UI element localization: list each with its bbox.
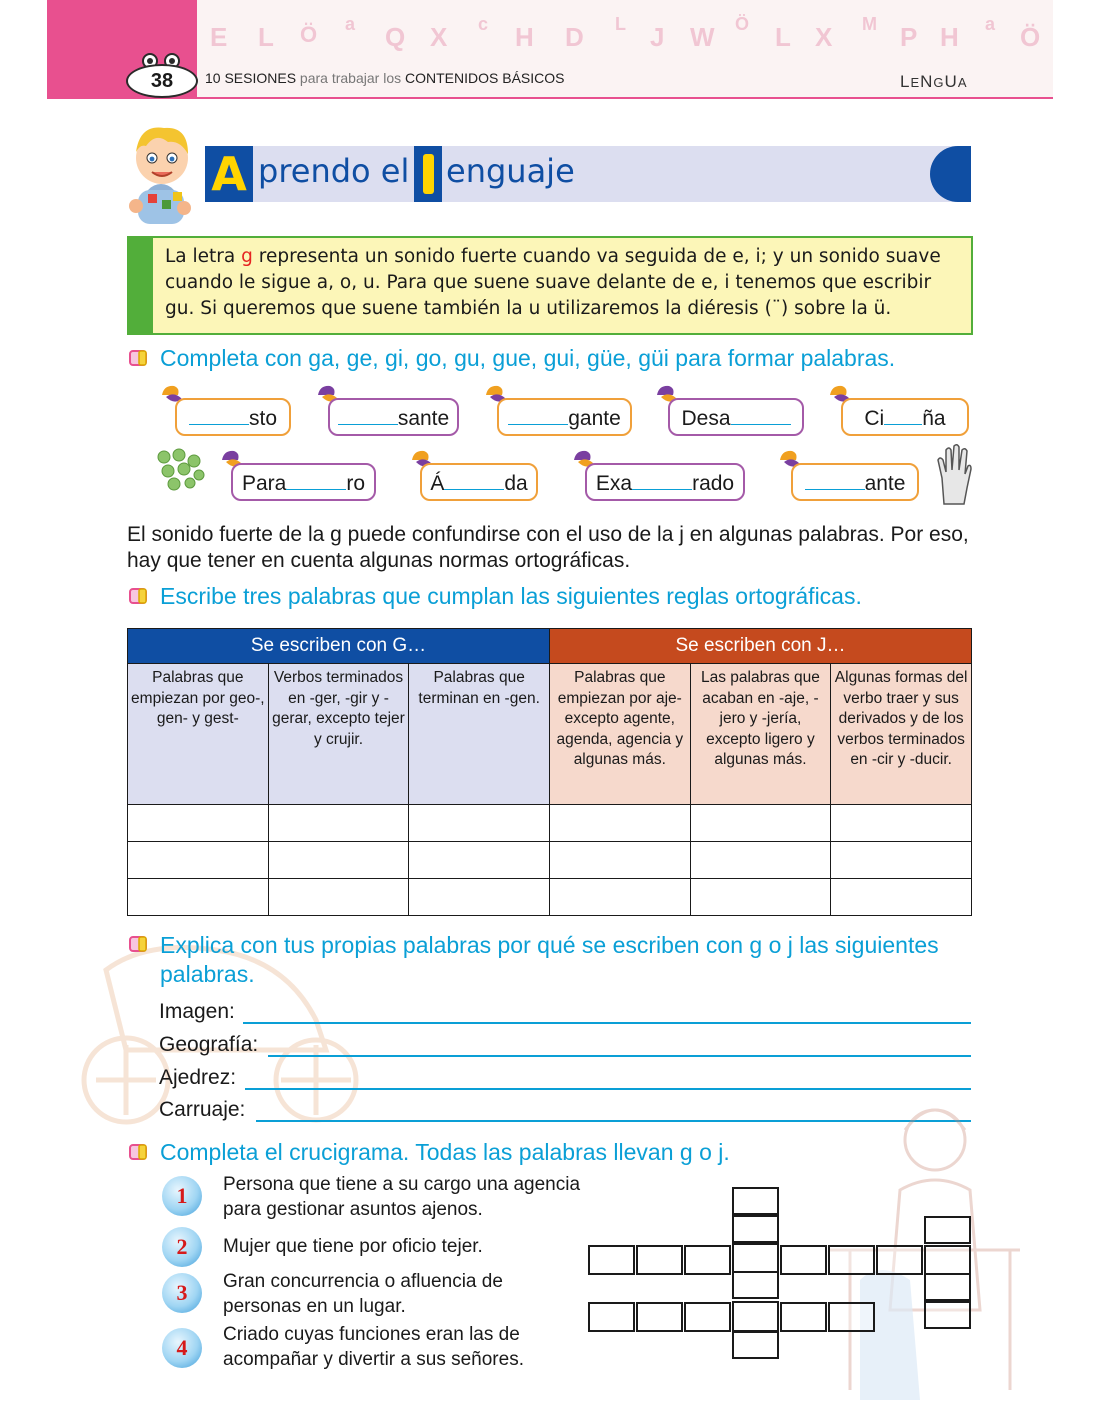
title-word-2: enguaje (446, 152, 575, 190)
clue-text: Mujer que tiene por oficio tejer. (223, 1236, 483, 1257)
word-box[interactable] (175, 398, 291, 436)
explain-label-imagen: Imagen: (159, 1000, 235, 1023)
word-box[interactable] (328, 398, 459, 436)
answer-cell[interactable] (128, 842, 269, 879)
answer-cell[interactable] (549, 842, 690, 879)
rule-text (165, 244, 965, 322)
word-box[interactable] (668, 398, 804, 436)
group-g-header: Se escriben con G… (128, 629, 550, 664)
crossword-cell[interactable] (732, 1187, 779, 1215)
crossword-cell[interactable] (588, 1302, 635, 1332)
word-fragment: rado (692, 472, 735, 495)
deco-letter-icon: L (775, 22, 791, 52)
title-initial-a: A (205, 146, 253, 202)
crossword-cell[interactable] (732, 1271, 779, 1299)
rule-cell: Palabras que empiezan por geo-, gen- y gest- (128, 664, 269, 805)
answer-blank[interactable] (805, 467, 865, 490)
subject-letter: U (944, 72, 958, 91)
exercise2-heading: Escribe tres palabras que cumplan las siguientes reglas ortográficas. (160, 583, 862, 609)
crossword-cell[interactable] (684, 1302, 731, 1332)
clue-number: 2 (162, 1227, 202, 1267)
subject-letter: E (910, 75, 921, 90)
crossword-cell[interactable] (732, 1243, 779, 1273)
deco-letter-icon: a (985, 14, 996, 34)
word-fragment: gante (568, 407, 621, 430)
explain-label-ajedrez: Ajedrez: (159, 1066, 237, 1089)
answer-cell[interactable] (128, 879, 269, 916)
subject-letter: L (900, 72, 911, 91)
exercise4-heading: Completa el crucigrama. Todas las palabras llevan g o j. (160, 1139, 730, 1165)
word-box[interactable] (791, 463, 919, 501)
pencil-bullet-icon (128, 933, 150, 955)
answer-blank[interactable] (884, 402, 922, 425)
word-box[interactable] (497, 398, 632, 436)
answer-cell[interactable] (831, 842, 972, 879)
series-part: 10 SESIONES (205, 70, 297, 86)
subject-letter: N (920, 72, 934, 91)
clue-text: Gran concurrencia o afluencia de personas en un lugar. (223, 1271, 503, 1317)
series-part: para trabajar los (296, 70, 405, 86)
crossword-cell[interactable] (924, 1216, 971, 1244)
answer-cell[interactable] (690, 842, 831, 879)
answer-blank[interactable] (731, 402, 791, 425)
crossword-cell[interactable] (876, 1245, 923, 1275)
crossword-cell[interactable] (636, 1302, 683, 1332)
answer-row (128, 879, 972, 916)
answer-row (128, 805, 972, 842)
deco-letter-icon: Ö (735, 14, 750, 34)
word-box[interactable] (841, 398, 969, 436)
crossword-cell[interactable] (636, 1245, 683, 1275)
answer-cell[interactable] (268, 805, 409, 842)
word-fragment: da (504, 472, 528, 495)
explain-label-carruaje: Carruaje: (159, 1098, 246, 1121)
deco-letter-icon: X (815, 22, 833, 52)
answer-cell[interactable] (268, 879, 409, 916)
page-number: 38 (126, 64, 198, 98)
crossword-cell[interactable] (780, 1245, 827, 1275)
answer-cell[interactable] (831, 805, 972, 842)
crossword-cell[interactable] (924, 1301, 971, 1329)
word-fragment: ante (864, 472, 906, 495)
exercise1-heading: Completa con ga, ge, gi, go, gu, gue, gui, güe, güi para formar palabras. (160, 345, 896, 371)
answer-blank[interactable] (632, 467, 692, 490)
rule-cell: Las palabras que acaban en -aje, -jero y -jería, excepto ligero y algunas más. (690, 664, 831, 805)
deco-letter-icon: c (478, 14, 489, 34)
crossword-cell[interactable] (732, 1215, 779, 1243)
deco-letter-icon: Ö (1020, 22, 1041, 52)
clue-text: Criado cuyas funciones eran las de acompañar y divertir a sus señores. (223, 1324, 524, 1370)
crossword-cell[interactable] (924, 1273, 971, 1301)
word-fragment: ña (922, 407, 946, 430)
subject-label (900, 72, 968, 92)
deco-letter-icon: L (615, 14, 626, 34)
answer-blank[interactable] (189, 402, 249, 425)
subject-letter: G (933, 75, 945, 90)
group-j-header: Se escriben con J… (549, 629, 971, 664)
crossword-cell[interactable] (828, 1302, 875, 1332)
crossword-cell[interactable] (732, 1331, 779, 1359)
deco-letter-icon: Q (385, 22, 406, 52)
pencil-bullet-icon (128, 1141, 150, 1163)
intro-paragraph: El sonido fuerte de la g puede confundirse con el uso de la j en algunas palabras. Por eso, hay que tener en cuenta algunas normas ortográficas. (127, 523, 969, 572)
word-fragment: Á (430, 472, 445, 495)
deco-letter-icon: W (690, 22, 715, 52)
glove-icon (934, 442, 974, 508)
clue-number: 4 (162, 1328, 202, 1368)
header-series-title (205, 70, 564, 86)
answer-cell[interactable] (409, 842, 550, 879)
word-fragment: Desa (681, 407, 731, 430)
deco-letter-icon: D (565, 22, 584, 52)
clue-number: 1 (162, 1176, 202, 1216)
series-part: CONTENIDOS BÁSICOS (405, 70, 565, 86)
clue-number: 3 (162, 1273, 202, 1313)
pencil-bullet-icon (128, 347, 150, 369)
rule-box-bar (127, 236, 153, 335)
clue-text: Persona que tiene a su cargo una agencia para gestionar asuntos ajenos. (223, 1174, 581, 1220)
deco-letter-icon: a (345, 14, 356, 34)
deco-letter-icon: L (258, 22, 274, 52)
answer-row (128, 842, 972, 879)
answer-blank[interactable] (338, 402, 398, 425)
crossword-cell[interactable] (588, 1245, 635, 1275)
answer-cell[interactable] (409, 805, 550, 842)
grapes-icon (154, 447, 210, 493)
answer-blank[interactable] (286, 467, 346, 490)
word-fragment: Exa (595, 472, 633, 495)
deco-letter-icon: P (900, 22, 918, 52)
word-fragment: Ci (864, 407, 885, 430)
rule-cell: Algunas formas del verbo traer y sus derivados y de los verbos terminados en -cir y -ducir. (831, 664, 972, 805)
crossword-cell[interactable] (780, 1302, 827, 1332)
deco-letter-icon: E (210, 22, 228, 52)
answer-cell[interactable] (268, 842, 409, 879)
subject-letter: A (957, 75, 968, 90)
exercise3-heading: Explica con tus propias palabras por qué se escriben con g o j las siguientes palabras. (160, 932, 939, 987)
explain-label-geografia: Geografía: (159, 1033, 259, 1056)
deco-letter-icon: H (940, 22, 959, 52)
answer-cell[interactable] (128, 805, 269, 842)
word-box[interactable] (420, 463, 538, 501)
crossword-cell[interactable] (924, 1245, 971, 1275)
rule-cell: Palabras que terminan en -gen. (409, 664, 550, 805)
word-fragment: sto (248, 407, 277, 430)
crossword-cell[interactable] (732, 1301, 779, 1332)
word-fragment: sante (397, 407, 450, 430)
word-box[interactable] (585, 463, 745, 501)
deco-letter-icon: X (430, 22, 448, 52)
answer-cell[interactable] (690, 805, 831, 842)
answer-blank[interactable] (508, 402, 568, 425)
deco-letter-icon: H (515, 22, 534, 52)
rule-cell: Verbos terminados en -ger, -gir y -gerar, excepto tejer y crujir. (268, 664, 409, 805)
word-fragment: ro (346, 472, 366, 495)
boy-illustration (122, 118, 200, 226)
deco-letter-icon: M (862, 14, 877, 34)
rule-cell: Palabras que empiezan por aje- excepto agente, agenda, agencia y algunas más. (549, 664, 690, 805)
answer-cell[interactable] (831, 879, 972, 916)
word-fragment: Para (241, 472, 287, 495)
pencil-bullet-icon (128, 585, 150, 607)
title-initial-l-icon (414, 146, 442, 202)
title-word-1: prendo el (258, 152, 410, 190)
answer-line[interactable] (268, 1055, 971, 1057)
deco-letter-icon: J (650, 22, 665, 52)
header-line (47, 97, 1053, 99)
deco-letter-icon: Ö (300, 22, 318, 47)
word-box[interactable] (231, 463, 376, 501)
rule-text-part: representa un sonido fuerte cuando va seguida de e, i; y un sonido suave cuando le sigue a, o, u. Para que suene suave delante de e, i tenemos que escribir gu. Si queremos que suene también la u utilizaremos la diéresis (¨) sobre la ü. (165, 246, 941, 319)
answer-cell[interactable] (690, 879, 831, 916)
answer-cell[interactable] (409, 879, 550, 916)
crossword-cell[interactable] (828, 1245, 875, 1275)
rule-text-part: La letra (165, 246, 242, 267)
answer-blank[interactable] (444, 467, 504, 490)
answer-line[interactable] (243, 1022, 971, 1024)
rule-highlight-g: g (241, 246, 253, 267)
spelling-rules-table (127, 628, 972, 916)
answer-cell[interactable] (549, 879, 690, 916)
crossword-cell[interactable] (684, 1245, 731, 1275)
answer-cell[interactable] (549, 805, 690, 842)
